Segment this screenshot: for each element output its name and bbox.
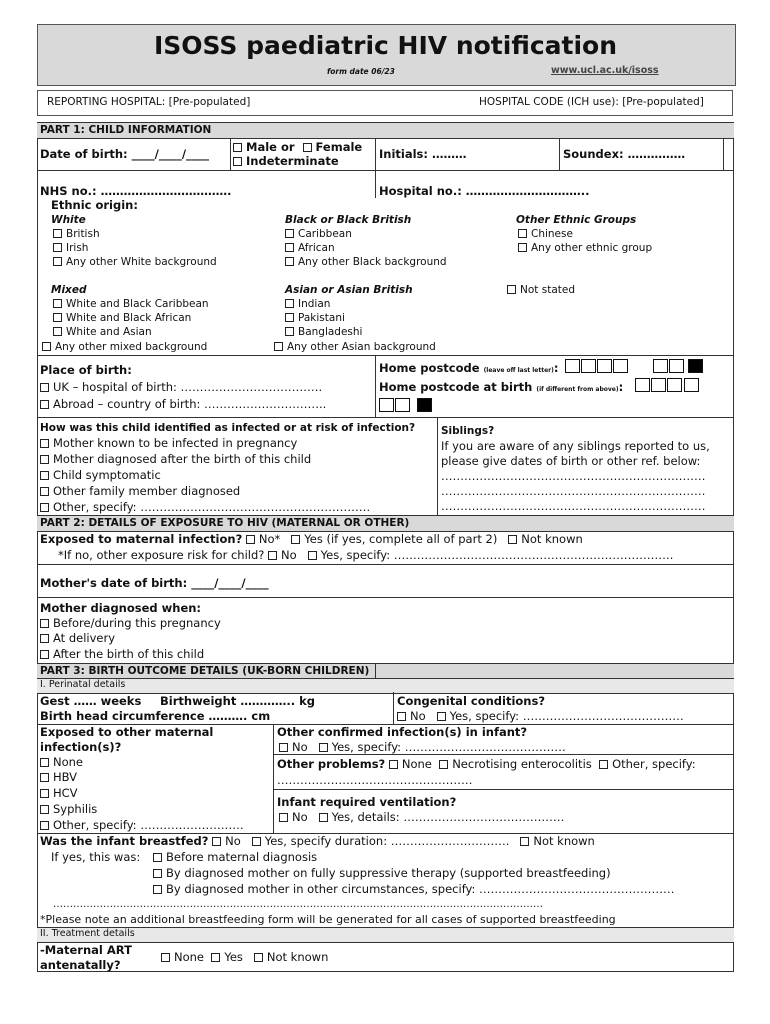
treatment-band (37, 927, 734, 943)
identified-question: How was this child identified as infected or at risk of infection? (40, 422, 416, 434)
siblings-line[interactable]: …………………………………………………………… (441, 499, 706, 513)
checkbox[interactable] (212, 837, 221, 846)
if-yes-label: If yes, this was: (51, 850, 141, 864)
ethnic-not-stated[interactable]: Not stated (507, 283, 575, 297)
part2-heading: PART 2: DETAILS OF EXPOSURE TO HIV (MATERNAL OR OTHER) (40, 517, 410, 529)
other-problems-line[interactable]: …………………………………………… (277, 773, 473, 787)
part1-heading: PART 1: CHILD INFORMATION (40, 124, 212, 136)
checkbox[interactable] (53, 257, 62, 266)
postcode-box[interactable] (565, 359, 580, 373)
ethnic-origin-label: Ethnic origin: (51, 198, 138, 212)
checkbox[interactable] (153, 885, 162, 894)
exposed-row: Exposed to maternal infection? No* Yes (if yes, complete all of part 2) Not known (40, 532, 583, 546)
exposed-other-label-2: infection(s)? (40, 740, 122, 754)
home-postcode-birth-label: Home postcode at birth (if different from above): (379, 380, 624, 394)
ventilation-question: Infant required ventilation? (277, 795, 457, 809)
asian-indian[interactable]: Indian (285, 297, 330, 311)
asian-heading: Asian or Asian British (285, 284, 413, 296)
checkbox[interactable] (40, 383, 49, 392)
uk-birth-option[interactable]: UK – hospital of birth: ………………………………. (40, 380, 322, 394)
checkbox[interactable] (40, 758, 49, 767)
identified-opt-5[interactable]: Other, specify: …………………………………………………… (40, 500, 370, 514)
checkbox[interactable] (40, 487, 49, 496)
female-checkbox[interactable] (303, 143, 312, 152)
postcode-box[interactable] (669, 359, 684, 373)
checkbox[interactable] (40, 471, 49, 480)
postcode-box[interactable] (651, 378, 666, 392)
checkbox[interactable] (40, 619, 49, 628)
checkbox[interactable] (268, 551, 277, 560)
male-checkbox[interactable] (233, 143, 242, 152)
identified-opt-1[interactable]: Mother known to be infected in pregnancy (40, 436, 297, 450)
checkbox[interactable] (53, 313, 62, 322)
checkbox[interactable] (285, 229, 294, 238)
diag-before[interactable]: Before/during this pregnancy (40, 616, 221, 630)
other-exposure-row: *If no, other exposure risk for child? No Yes, specify: ………………………………………………………………. (58, 548, 674, 562)
postcode-box[interactable] (667, 378, 682, 392)
birthweight-field[interactable]: Birthweight ………….. kg (160, 694, 315, 708)
hospital-number-field[interactable]: Hospital no.: ………………………….. (379, 184, 590, 198)
gest-field[interactable]: Gest …… weeks (40, 694, 142, 708)
checkbox[interactable] (279, 813, 288, 822)
checkbox[interactable] (40, 400, 49, 409)
checkbox[interactable] (254, 953, 263, 962)
sex-options[interactable]: Male or Female (233, 140, 362, 154)
other-confirmed-question: Other confirmed infection(s) in infant? (277, 725, 528, 739)
asian-bangladeshi[interactable]: Bangladeshi (285, 325, 362, 339)
initials-field[interactable]: Initials: ……… (379, 147, 467, 161)
exp-hbv[interactable]: HBV (40, 770, 77, 784)
postcode-box[interactable] (613, 359, 628, 373)
checkbox[interactable] (40, 805, 49, 814)
checkbox[interactable] (40, 650, 49, 659)
checkbox[interactable] (437, 712, 446, 721)
ethnic-any-other[interactable]: Any other ethnic group (518, 241, 652, 255)
siblings-text-1: If you are aware of any siblings reported to us, (441, 439, 710, 453)
black-african[interactable]: African (285, 241, 335, 255)
siblings-heading: Siblings? (441, 425, 495, 437)
ventilation-options: No Yes, details: …………………………………… (279, 810, 564, 824)
reporting-hospital: REPORTING HOSPITAL: [Pre-populated] (47, 96, 251, 108)
asian-pakistani[interactable]: Pakistani (285, 311, 345, 325)
treatment-heading: II. Treatment details (40, 928, 135, 939)
bf-other[interactable]: By diagnosed mother in other circumstances, specify: …………………………………………… (153, 882, 675, 896)
white-other[interactable]: Any other White background (53, 255, 217, 269)
postcode-box[interactable] (379, 398, 394, 412)
maternal-art-options: None Yes Not known (161, 950, 328, 964)
postcode-box-blocked (688, 359, 703, 373)
nhs-number-field[interactable]: NHS no.: ……………………………. (40, 184, 232, 198)
home-postcode-label: Home postcode (leave off last letter): (379, 361, 559, 375)
asian-other[interactable]: Any other Asian background (274, 340, 436, 354)
congenital-question: Congenital conditions? (397, 694, 546, 708)
place-of-birth-label: Place of birth: (40, 363, 132, 377)
white-irish[interactable]: Irish (53, 241, 88, 255)
checkbox[interactable] (599, 760, 608, 769)
white-heading: White (51, 214, 86, 226)
checkbox[interactable] (518, 243, 527, 252)
perinatal-heading: I. Perinatal details (40, 679, 126, 690)
abroad-birth-option[interactable]: Abroad – country of birth: ………………………….. (40, 397, 326, 411)
checkbox[interactable] (40, 455, 49, 464)
checkbox[interactable] (308, 551, 317, 560)
checkbox[interactable] (153, 853, 162, 862)
black-other[interactable]: Any other Black background (285, 255, 447, 269)
checkbox[interactable] (40, 503, 49, 512)
breastfed-row: Was the infant breastfed? No Yes, specify duration: …………………………. Not known (40, 834, 595, 848)
checkbox[interactable] (40, 821, 49, 830)
checkbox[interactable] (279, 743, 288, 752)
exp-hcv[interactable]: HCV (40, 786, 78, 800)
checkbox[interactable] (252, 837, 261, 846)
identified-opt-2[interactable]: Mother diagnosed after the birth of this child (40, 452, 311, 466)
checkbox[interactable] (40, 634, 49, 643)
checkbox[interactable] (507, 285, 516, 294)
checkbox[interactable] (42, 342, 51, 351)
indeterminate-checkbox[interactable] (233, 157, 242, 166)
identified-opt-4[interactable]: Other family member diagnosed (40, 484, 240, 498)
bf-before[interactable]: Before maternal diagnosis (153, 850, 317, 864)
postcode-box[interactable] (684, 378, 699, 392)
exp-other[interactable]: Other, specify: ……………………… (40, 818, 244, 832)
form-date: form date 06/23 (327, 67, 395, 76)
checkbox[interactable] (285, 313, 294, 322)
checkbox[interactable] (153, 869, 162, 878)
part3-heading: PART 3: BIRTH OUTCOME DETAILS (UK-BORN CHILDREN) (40, 665, 370, 677)
mother-dob-field[interactable]: Mother's date of birth: ____/____/____ (40, 576, 269, 590)
siblings-line[interactable]: …………………………………………………………… (441, 484, 706, 498)
maternal-art-label-2: antenatally? (40, 958, 121, 972)
other-ethnic-heading: Other Ethnic Groups (516, 214, 637, 226)
isoss-link[interactable]: www.ucl.ac.uk/isoss (551, 65, 659, 76)
checkbox[interactable] (53, 243, 62, 252)
checkbox[interactable] (53, 229, 62, 238)
exp-none[interactable]: None (40, 755, 83, 769)
siblings-line[interactable]: …………………………………………………………… (441, 469, 706, 483)
mixed-wbc[interactable]: White and Black Caribbean (53, 297, 209, 311)
bf-dots-line[interactable]: ………………………………………………………………………………………………………………………………… (53, 899, 543, 910)
diag-delivery[interactable]: At delivery (40, 631, 115, 645)
checkbox[interactable] (319, 813, 328, 822)
exp-syphilis[interactable]: Syphilis (40, 802, 97, 816)
checkbox[interactable] (518, 229, 527, 238)
checkbox[interactable] (40, 789, 49, 798)
exposed-other-label-1: Exposed to other maternal (40, 725, 214, 739)
indeterminate-option[interactable]: Indeterminate (233, 154, 339, 168)
checkbox[interactable] (285, 327, 294, 336)
hospital-code: HOSPITAL CODE (ICH use): [Pre-populated] (479, 96, 704, 108)
checkbox[interactable] (397, 712, 406, 721)
checkbox[interactable] (508, 535, 517, 544)
other-problems-row: Other problems? None Necrotising enterocolitis Other, specify: (277, 757, 696, 771)
identified-opt-3[interactable]: Child symptomatic (40, 468, 161, 482)
soundex-field[interactable]: Soundex: …………… (563, 147, 686, 161)
head-circ-field[interactable]: Birth head circumference ………. cm (40, 709, 271, 723)
siblings-text-2: please give dates of birth or other ref. below: (441, 454, 701, 468)
checkbox[interactable] (439, 760, 448, 769)
breastfeeding-note: *Please note an additional breastfeeding form will be generated for all cases of supported breastfeeding (40, 913, 616, 926)
checkbox[interactable] (246, 535, 255, 544)
black-heading: Black or Black British (285, 214, 412, 226)
congenital-options: No Yes, specify: …………………………………… (397, 709, 684, 723)
postcode-box[interactable] (635, 378, 650, 392)
checkbox[interactable] (285, 257, 294, 266)
mixed-wa[interactable]: White and Asian (53, 325, 152, 339)
postcode-box[interactable] (581, 359, 596, 373)
mixed-heading: Mixed (51, 284, 87, 296)
dob-field[interactable]: Date of birth: ____/____/____ (40, 147, 210, 161)
ethnic-chinese[interactable]: Chinese (518, 227, 573, 241)
checkbox[interactable] (161, 953, 170, 962)
checkbox[interactable] (389, 760, 398, 769)
postcode-box[interactable] (597, 359, 612, 373)
postcode-box[interactable] (395, 398, 410, 412)
checkbox[interactable] (319, 743, 328, 752)
white-british[interactable]: British (53, 227, 100, 241)
checkbox[interactable] (53, 299, 62, 308)
form-title: ISOSS paediatric HIV notification (153, 31, 618, 60)
mother-diagnosed-label: Mother diagnosed when: (40, 601, 202, 615)
black-caribbean[interactable]: Caribbean (285, 227, 352, 241)
mixed-wba[interactable]: White and Black African (53, 311, 191, 325)
checkbox[interactable] (211, 953, 220, 962)
mixed-other[interactable]: Any other mixed background (42, 340, 207, 354)
other-confirmed-options: No Yes, specify: …………………………………… (279, 740, 566, 754)
postcode-box-blocked (417, 398, 432, 412)
checkbox[interactable] (40, 773, 49, 782)
checkbox[interactable] (285, 299, 294, 308)
diag-after[interactable]: After the birth of this child (40, 647, 204, 661)
checkbox[interactable] (520, 837, 529, 846)
checkbox[interactable] (285, 243, 294, 252)
postcode-box[interactable] (653, 359, 668, 373)
bf-suppressive[interactable]: By diagnosed mother on fully suppressive therapy (supported breastfeeding) (153, 866, 611, 880)
maternal-art-label-1: -Maternal ART (40, 943, 132, 957)
checkbox[interactable] (274, 342, 283, 351)
perinatal-band (37, 678, 734, 694)
checkbox[interactable] (40, 439, 49, 448)
checkbox[interactable] (291, 535, 300, 544)
checkbox[interactable] (53, 327, 62, 336)
